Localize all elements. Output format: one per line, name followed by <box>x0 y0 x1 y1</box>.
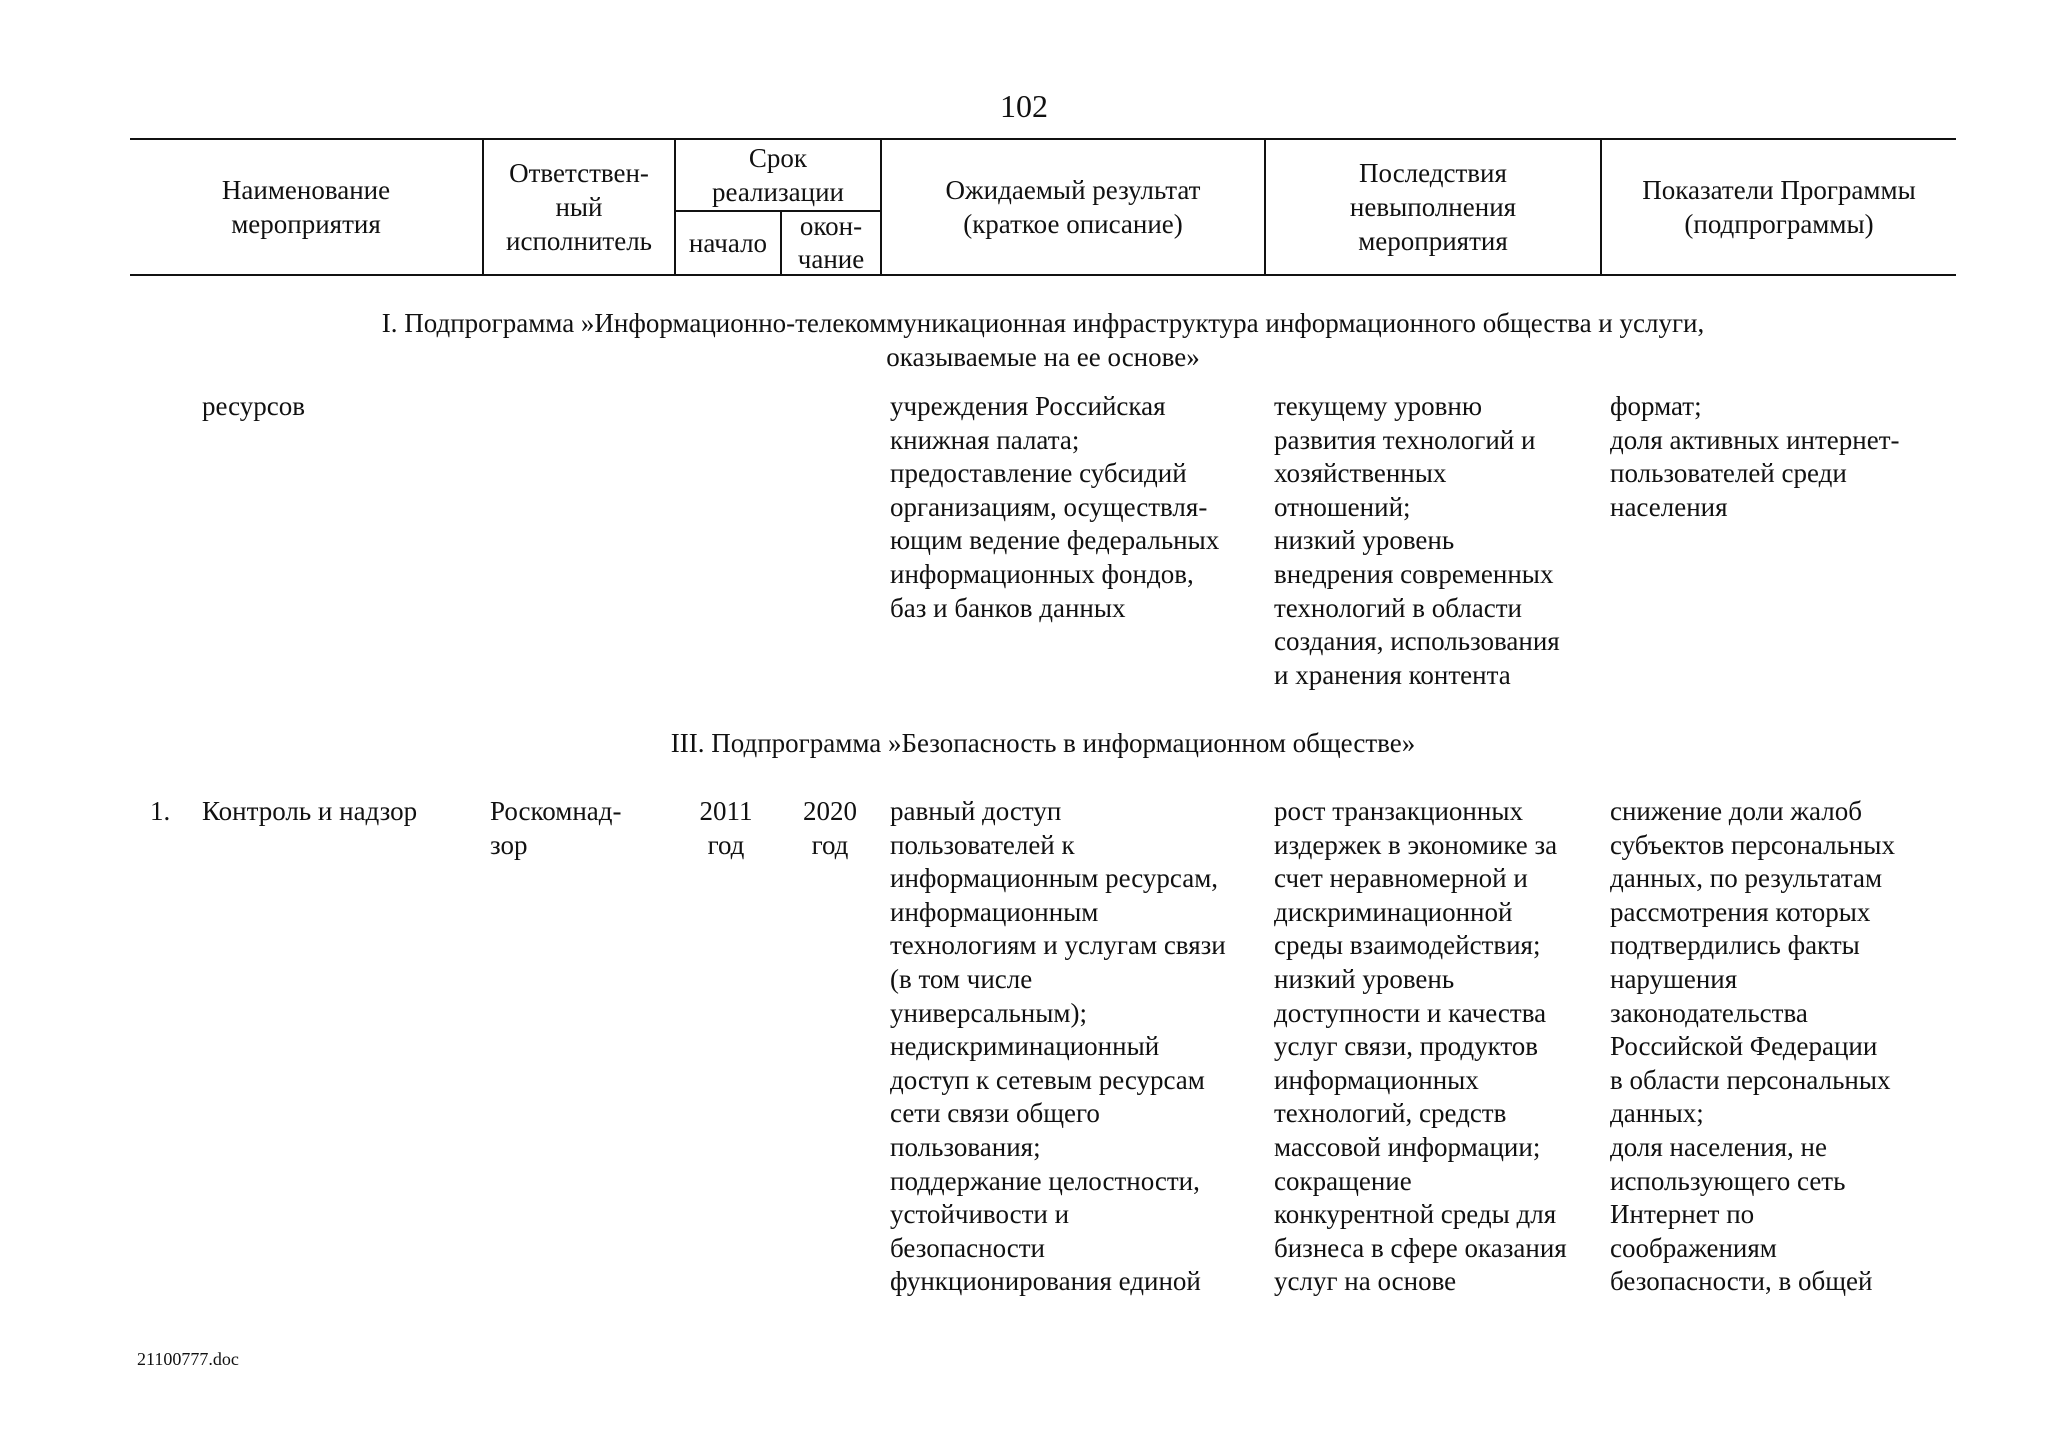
text-line: Ответствен- <box>509 158 649 188</box>
text-line: год <box>707 829 745 860</box>
text-line: Показатели Программы <box>1642 175 1916 205</box>
row-indicators-text <box>1610 390 1900 524</box>
text-line: низкий уровень <box>1274 525 1455 556</box>
text-line: дискриминационной <box>1274 896 1513 927</box>
text-line: данных, по результатам <box>1610 863 1883 894</box>
row-name-text <box>202 390 305 424</box>
text-line: хозяйственных <box>1274 458 1447 489</box>
text-line: массовой информации; <box>1274 1131 1541 1162</box>
text-line: Роскомнад- <box>490 796 622 826</box>
text-line: текущему уровню <box>1274 391 1482 421</box>
row-consequences-cell <box>1274 795 1567 1299</box>
text-line: (краткое описание) <box>963 209 1183 239</box>
row-number <box>150 795 170 829</box>
row-number-text: 1. <box>150 796 171 826</box>
text-line: информационных фондов, <box>890 558 1194 589</box>
text-line: поддержание целостности, <box>890 1165 1200 1196</box>
section-title-1-text <box>130 306 1956 374</box>
document-filename: 21100777.doc <box>137 1349 239 1369</box>
text-line: Наименование <box>221 175 391 205</box>
text-line: безопасности <box>890 1232 1045 1263</box>
text-line: среды взаимодействия; <box>1274 930 1541 961</box>
text-line: окон- <box>799 211 863 241</box>
header-consequences-text <box>1350 156 1516 258</box>
row-consequences-cell <box>1274 390 1560 692</box>
header-indicators-text <box>1642 173 1915 241</box>
text-line: технологий в области <box>1274 592 1522 623</box>
text-line: книжная палата; <box>890 424 1080 455</box>
row-consequences-text <box>1274 795 1567 1299</box>
row-executor-text <box>490 795 621 862</box>
text-line: ный <box>555 192 603 222</box>
text-line: Последствия <box>1359 158 1507 188</box>
text-line: субъектов персональных <box>1610 829 1895 860</box>
text-line: соображениям <box>1610 1232 1777 1263</box>
text-line: функционирования единой <box>890 1266 1201 1297</box>
text-line: низкий уровень <box>1274 963 1455 994</box>
text-line: издержек в экономике за <box>1274 829 1558 860</box>
row-end-cell <box>780 795 880 862</box>
text-line: Ожидаемый результат <box>945 175 1201 205</box>
text-line: (в том числе <box>890 963 1033 994</box>
header-end-cell <box>782 212 880 274</box>
text-line: недискриминационный <box>890 1031 1160 1062</box>
text-line: баз и банков данных <box>890 592 1126 623</box>
header-executor-cell <box>484 140 674 274</box>
text-line: технологий, средств <box>1274 1098 1507 1129</box>
text-line: пользования; <box>890 1131 1041 1162</box>
section-title-3 <box>130 726 1956 760</box>
text-line: I. Подпрограмма »Информационно-телекоммуникационная инфраструктура информационного общества и услуги, <box>381 308 1705 338</box>
row-start-text <box>676 795 776 862</box>
row-executor-cell <box>490 795 621 862</box>
text-line: развития технологий и <box>1274 424 1536 455</box>
row-start-cell <box>676 795 776 862</box>
header-name-cell <box>130 140 482 274</box>
text-line: законодательства <box>1610 997 1808 1028</box>
text-line: ресурсов <box>202 391 306 421</box>
text-line: оказываемые на ее основе» <box>886 342 1200 372</box>
header-result-cell <box>882 140 1264 274</box>
text-line: чание <box>797 244 865 274</box>
row-name-cell <box>202 390 305 424</box>
text-line: Российской Федерации <box>1610 1031 1878 1062</box>
row-name-cell <box>202 795 417 829</box>
text-line: доля активных интернет- <box>1610 424 1900 455</box>
text-line: невыполнения <box>1349 192 1517 222</box>
text-line: равный доступ <box>890 796 1062 826</box>
row-result-cell <box>890 795 1226 1299</box>
text-line: населения <box>1610 491 1728 522</box>
row-indicators-text <box>1610 795 1895 1299</box>
text-line: III. Подпрограмма »Безопасность в информационном обществе» <box>670 728 1416 758</box>
text-line: формат; <box>1610 391 1702 421</box>
text-line: счет неравномерной и <box>1274 863 1528 894</box>
section-title-1 <box>130 306 1956 374</box>
page-number: 102 <box>1000 88 1048 124</box>
text-line: снижение доли жалоб <box>1610 796 1862 826</box>
text-line: Контроль и надзор <box>202 796 418 826</box>
header-indicators-cell <box>1602 140 1956 274</box>
text-line: информационным <box>890 896 1099 927</box>
text-line: предоставление субсидий <box>890 458 1187 489</box>
text-line: пользователей к <box>890 829 1075 860</box>
header-term-text <box>712 141 844 209</box>
text-line: организациям, осуществля- <box>890 491 1208 522</box>
row-result-text <box>890 390 1219 625</box>
row-end-text <box>780 795 880 862</box>
section-title-3-text <box>130 726 1956 760</box>
text-line: универсальным); <box>890 997 1087 1028</box>
text-line: сокращение <box>1274 1165 1412 1196</box>
text-line: мероприятия <box>231 209 381 239</box>
text-line: доступ к сетевым ресурсам <box>890 1064 1205 1095</box>
text-line: (подпрограммы) <box>1684 209 1874 239</box>
text-line: и хранения контента <box>1274 659 1511 690</box>
text-line: информационным ресурсам, <box>890 863 1219 894</box>
row-result-cell <box>890 390 1219 625</box>
text-line: конкурентной среды для <box>1274 1199 1557 1230</box>
text-line: зор <box>490 829 528 860</box>
header-start-cell <box>676 212 780 274</box>
row-indicators-cell <box>1610 795 1895 1299</box>
text-line: пользователей среди <box>1610 458 1847 489</box>
text-line: исполнитель <box>506 226 652 256</box>
text-line: внедрения современных <box>1274 558 1554 589</box>
text-line: данных; <box>1610 1098 1704 1129</box>
row-result-text <box>890 795 1226 1299</box>
text-line: доступности и качества <box>1274 997 1547 1028</box>
header-term-cell <box>676 140 880 210</box>
text-line: год <box>811 829 849 860</box>
text-line: учреждения Российская <box>890 391 1166 421</box>
text-line: безопасности, в общей <box>1610 1266 1873 1297</box>
text-line: использующего сеть <box>1610 1165 1846 1196</box>
header-result-text <box>946 173 1201 241</box>
text-line: услуг связи, продуктов <box>1274 1031 1539 1062</box>
text-line: мероприятия <box>1358 226 1508 256</box>
text-line: доля населения, не <box>1610 1131 1827 1162</box>
text-line: в области персональных <box>1610 1064 1891 1095</box>
header-name-text <box>222 173 390 241</box>
row-consequences-text <box>1274 390 1560 692</box>
text-line: 2011 <box>699 796 753 826</box>
row-indicators-cell <box>1610 390 1900 524</box>
text-line: Срок <box>748 143 808 173</box>
header-consequences-cell <box>1266 140 1600 274</box>
table-header <box>130 138 1956 276</box>
text-line: сети связи общего <box>890 1098 1100 1129</box>
text-line: отношений; <box>1274 491 1411 522</box>
text-line: нарушения <box>1610 963 1738 994</box>
text-line: Интернет по <box>1610 1199 1755 1230</box>
text-line: создания, использования <box>1274 626 1560 657</box>
text-line: рассмотрения которых <box>1610 896 1871 927</box>
header-executor-text <box>506 156 652 258</box>
text-line: ющим ведение федеральных <box>890 525 1220 556</box>
header-start-text: начало <box>688 227 768 258</box>
text-line: подтвердились факты <box>1610 930 1860 961</box>
text-line: информационных <box>1274 1064 1479 1095</box>
text-line: технологиям и услугам связи <box>890 930 1226 961</box>
header-end-text <box>798 210 864 276</box>
text-line: бизнеса в сфере оказания <box>1274 1232 1567 1263</box>
text-line: реализации <box>712 177 844 207</box>
text-line: 2020 <box>803 796 857 826</box>
row-name-text <box>202 795 417 829</box>
text-line: рост транзакционных <box>1274 796 1523 826</box>
text-line: устойчивости и <box>890 1199 1070 1230</box>
text-line: услуг на основе <box>1274 1266 1457 1297</box>
